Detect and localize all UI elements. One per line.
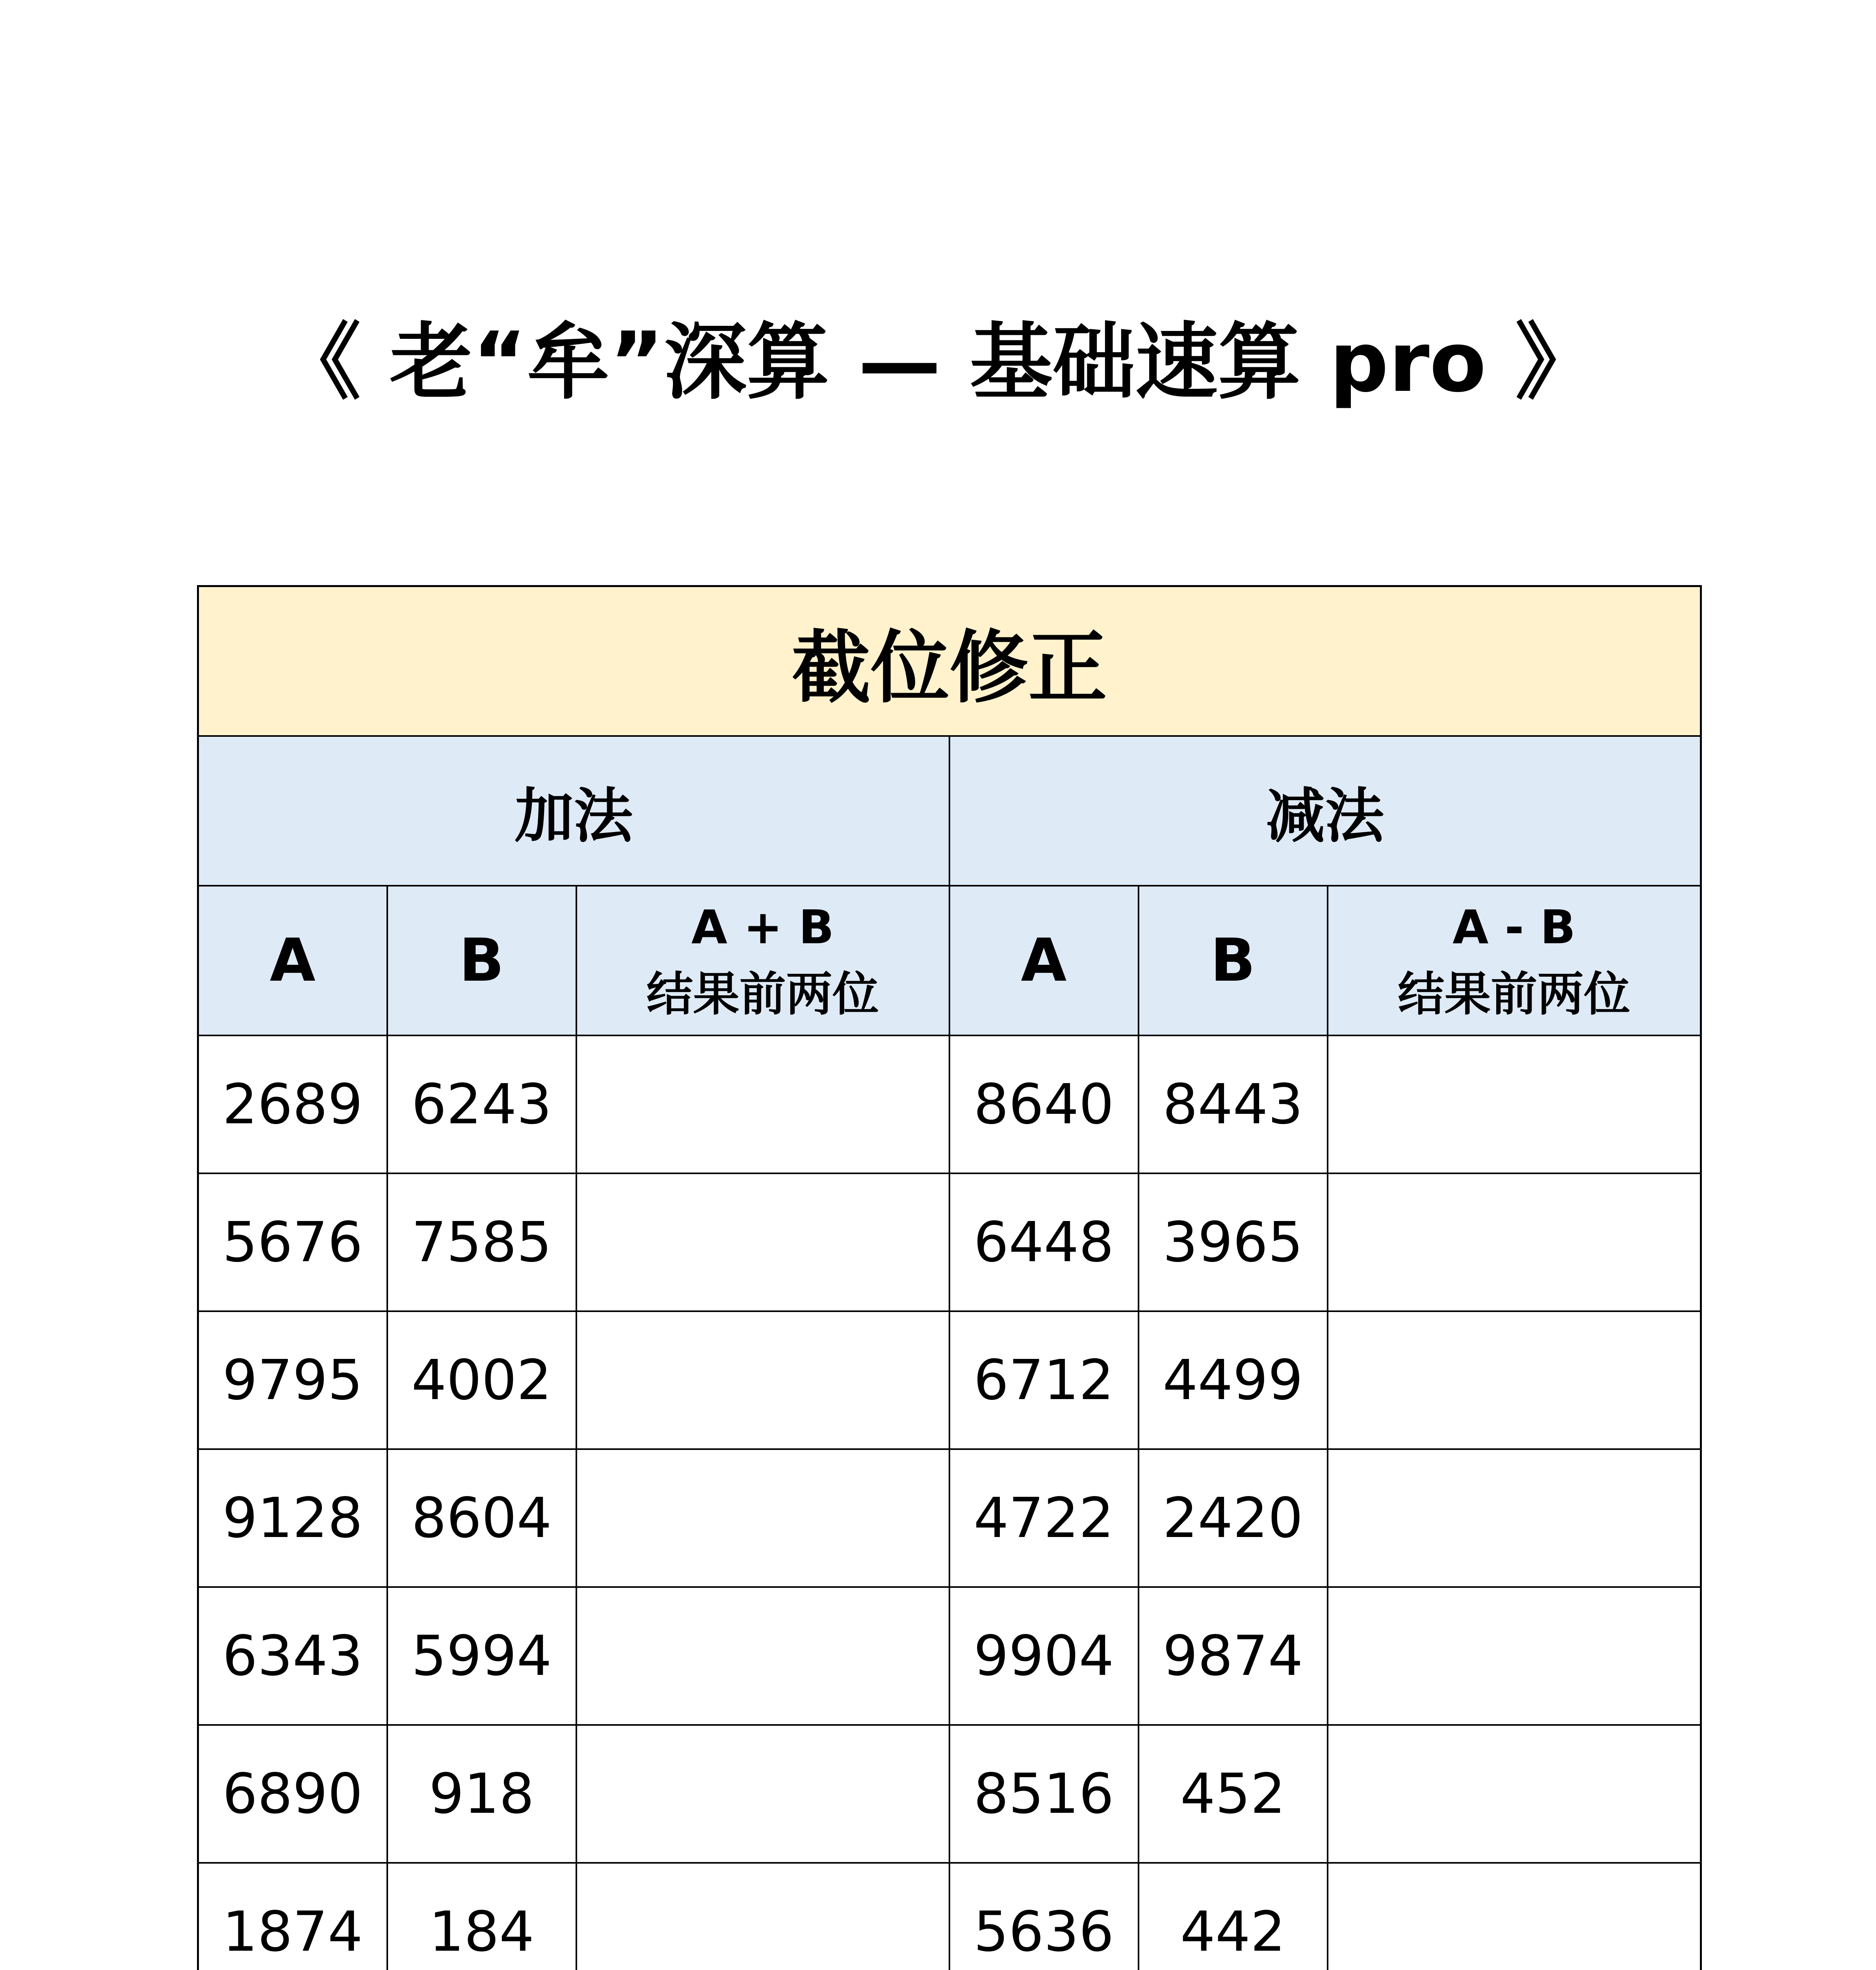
subtrahend-b-cell: 452	[1139, 1725, 1328, 1863]
difference-answer-cell[interactable]	[1328, 1173, 1701, 1311]
group-header-subtraction: 减法	[949, 736, 1701, 886]
difference-answer-cell[interactable]	[1328, 1449, 1701, 1587]
page-title: 《 老“牟”深算 — 基础速算 pro 》	[278, 314, 1598, 411]
result-note-label: 结果前两位	[646, 967, 879, 1021]
table-row	[198, 1035, 1701, 1173]
addend-a-cell: 6343	[198, 1587, 387, 1725]
subtrahend-b-cell: 3965	[1139, 1173, 1328, 1311]
difference-answer-cell[interactable]	[1328, 1863, 1701, 1970]
addend-a-cell: 6890	[198, 1725, 387, 1863]
minuend-a-cell: 6448	[949, 1173, 1139, 1311]
sum-answer-cell[interactable]	[576, 1725, 949, 1863]
subtrahend-b-cell: 4499	[1139, 1311, 1328, 1449]
problem-rows	[198, 1035, 1701, 1970]
sum-answer-cell[interactable]	[576, 1035, 949, 1173]
table-row	[198, 1863, 1701, 1970]
minuend-a-cell: 6712	[949, 1311, 1139, 1449]
table-row	[198, 1725, 1701, 1863]
addend-a-cell: 9795	[198, 1311, 387, 1449]
addend-b-cell: 918	[387, 1725, 576, 1863]
subtrahend-b-cell: 442	[1139, 1863, 1328, 1970]
subtrahend-b-cell: 8443	[1139, 1035, 1328, 1173]
addend-b-cell: 4002	[387, 1311, 576, 1449]
addend-b-cell: 5994	[387, 1587, 576, 1725]
addend-b-cell: 6243	[387, 1035, 576, 1173]
minuend-a-cell: 4722	[949, 1449, 1139, 1587]
subtrahend-b-cell: 2420	[1139, 1449, 1328, 1587]
section-title: 截位修正	[198, 586, 1701, 736]
addend-b-cell: 184	[387, 1863, 576, 1970]
addend-b-cell: 8604	[387, 1449, 576, 1587]
sum-answer-cell[interactable]	[576, 1173, 949, 1311]
table-row	[198, 1311, 1701, 1449]
table-row	[198, 1173, 1701, 1311]
addend-b-cell: 7585	[387, 1173, 576, 1311]
sum-answer-cell[interactable]	[576, 1863, 949, 1970]
sum-answer-cell[interactable]	[576, 1587, 949, 1725]
column-header-add-b: B	[387, 886, 576, 1035]
addend-a-cell: 5676	[198, 1173, 387, 1311]
worksheet-table	[197, 585, 1702, 1970]
column-header-sub-result	[1328, 886, 1701, 1035]
sum-answer-cell[interactable]	[576, 1449, 949, 1587]
column-header-sub-a: A	[949, 886, 1139, 1035]
minuend-a-cell: 5636	[949, 1863, 1139, 1970]
difference-answer-cell[interactable]	[1328, 1725, 1701, 1863]
column-header-add-result	[576, 886, 949, 1035]
difference-answer-cell[interactable]	[1328, 1311, 1701, 1449]
addend-a-cell: 1874	[198, 1863, 387, 1970]
column-header-add-a: A	[198, 886, 387, 1035]
sum-formula-label: A + B	[691, 900, 834, 954]
group-header-addition: 加法	[198, 736, 949, 886]
minuend-a-cell: 8516	[949, 1725, 1139, 1863]
minuend-a-cell: 9904	[949, 1587, 1139, 1725]
table-row	[198, 1449, 1701, 1587]
result-note-label: 结果前两位	[1398, 967, 1631, 1021]
addend-a-cell: 9128	[198, 1449, 387, 1587]
subtrahend-b-cell: 9874	[1139, 1587, 1328, 1725]
sum-answer-cell[interactable]	[576, 1311, 949, 1449]
difference-answer-cell[interactable]	[1328, 1587, 1701, 1725]
diff-formula-label: A - B	[1453, 900, 1576, 954]
column-header-sub-b: B	[1139, 886, 1328, 1035]
addend-a-cell: 2689	[198, 1035, 387, 1173]
difference-answer-cell[interactable]	[1328, 1035, 1701, 1173]
table-row	[198, 1587, 1701, 1725]
minuend-a-cell: 8640	[949, 1035, 1139, 1173]
